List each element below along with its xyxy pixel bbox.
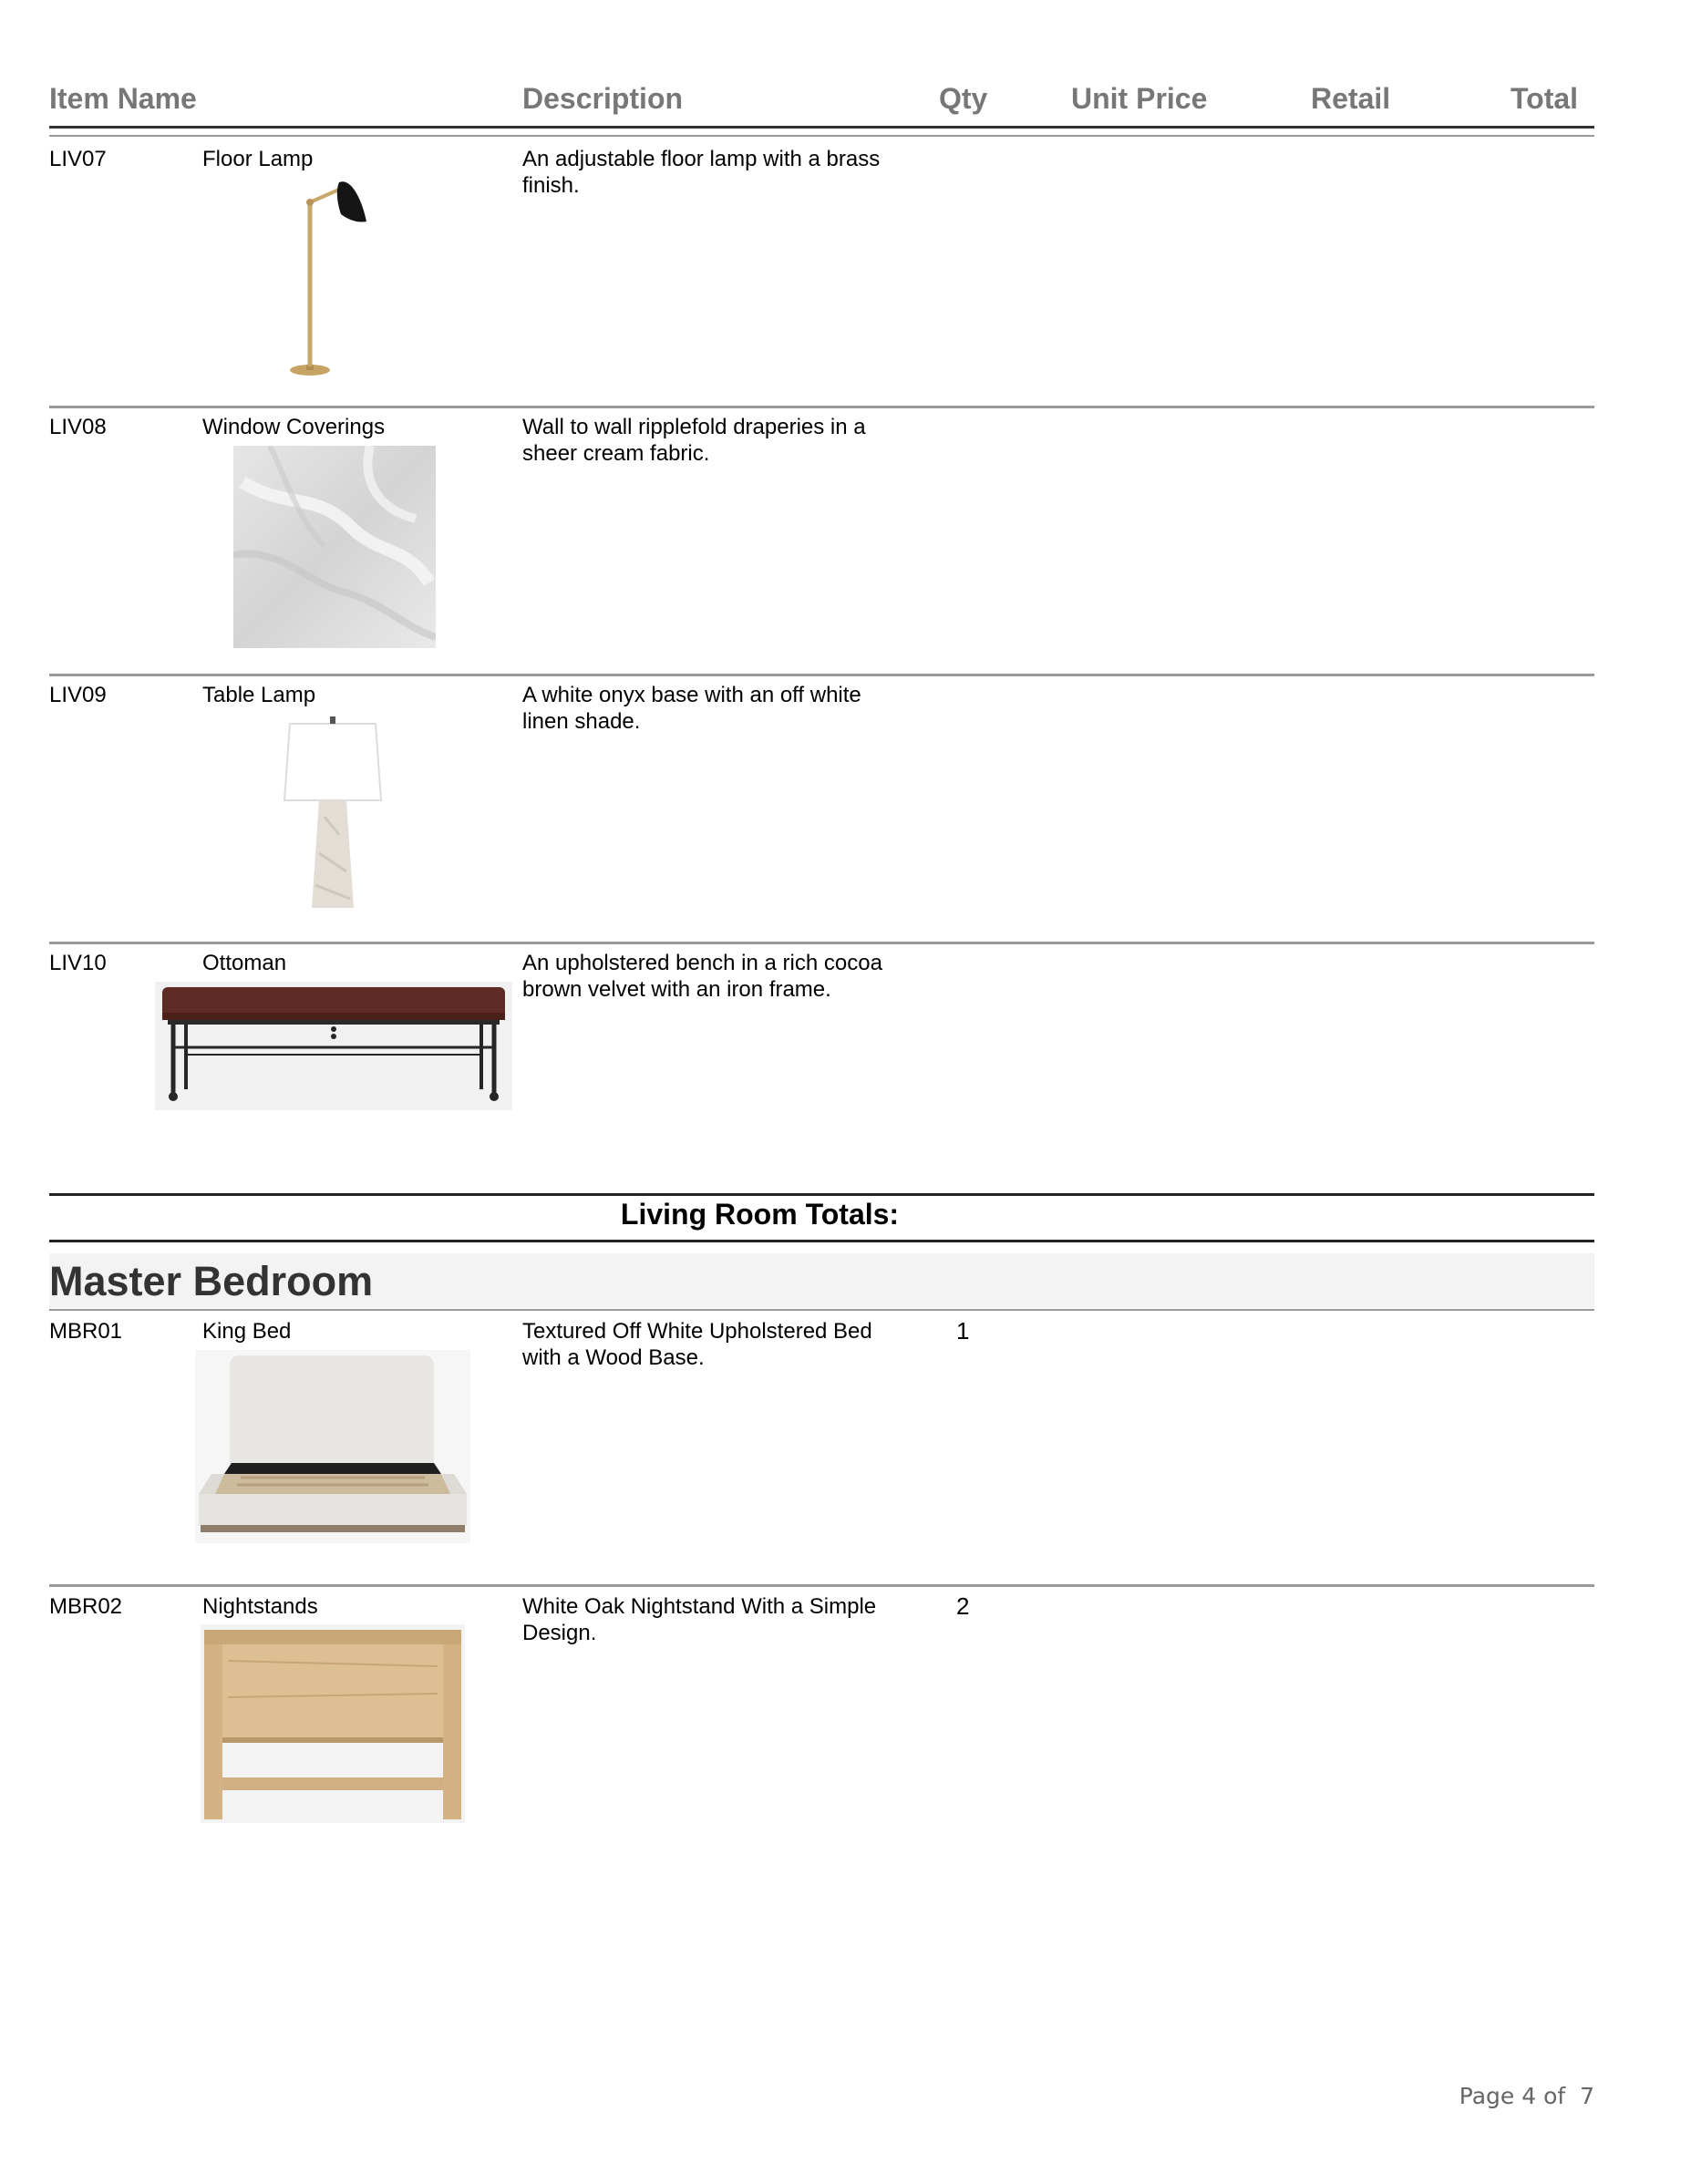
item-code: LIV09 [49, 683, 107, 707]
nightstand-image [201, 1624, 465, 1823]
totals-rule-bottom [49, 1240, 1594, 1242]
item-code: LIV10 [49, 951, 107, 975]
item-description: Textured Off White Upholstered Bed with a Wood Base. [522, 1319, 872, 1370]
section-title: Master Bedroom [49, 1258, 374, 1304]
item-description: Wall to wall ripplefold draperies in a sheer cream fabric. [522, 415, 866, 466]
header-total: Total [1511, 82, 1579, 115]
item-name: Ottoman [202, 951, 287, 975]
item-code: LIV08 [49, 415, 107, 439]
totals-rule-top [49, 1193, 1594, 1196]
king-bed-image [195, 1350, 470, 1543]
row-divider [49, 1584, 1594, 1587]
item-name: Table Lamp [202, 683, 316, 707]
table-lamp-image [283, 716, 383, 912]
section-rule [49, 1309, 1594, 1311]
header-qty: Qty [939, 82, 988, 115]
item-name: Window Coverings [202, 415, 386, 439]
item-description: A white onyx base with an off white linen shade. [522, 683, 861, 734]
item-description: An adjustable floor lamp with a brass finish. [522, 147, 881, 198]
header-item-name: Item Name [49, 82, 197, 115]
item-description: White Oak Nightstand With a Simple Design. [522, 1594, 877, 1645]
item-name: Floor Lamp [202, 147, 314, 171]
header-rule-double [49, 135, 1594, 137]
item-code: MBR01 [49, 1319, 123, 1344]
item-code: LIV07 [49, 147, 107, 171]
ottoman-bench-image [155, 982, 512, 1110]
header-unit-price: Unit Price [1071, 82, 1208, 115]
item-qty: 2 [956, 1592, 970, 1620]
item-name: Nightstands [202, 1594, 318, 1619]
row-divider [49, 406, 1594, 408]
item-code: MBR02 [49, 1594, 123, 1619]
total-pages: 7 [1580, 2083, 1594, 2109]
item-description: An upholstered bench in a rich cocoa brown velvet with an iron frame. [522, 951, 882, 1002]
sheer-fabric-image [233, 446, 436, 648]
header-description: Description [522, 82, 684, 115]
page-footer [1459, 2083, 1594, 2109]
header-retail: Retail [1311, 82, 1391, 115]
row-divider [49, 674, 1594, 676]
header-rule [49, 126, 1594, 129]
item-name: King Bed [202, 1319, 292, 1344]
living-room-totals-label: Living Room Totals: [620, 1198, 900, 1231]
item-qty: 1 [956, 1317, 970, 1344]
row-divider [49, 942, 1594, 944]
page-label: Page 4 of [1459, 2083, 1566, 2109]
floor-lamp-image [273, 178, 383, 378]
